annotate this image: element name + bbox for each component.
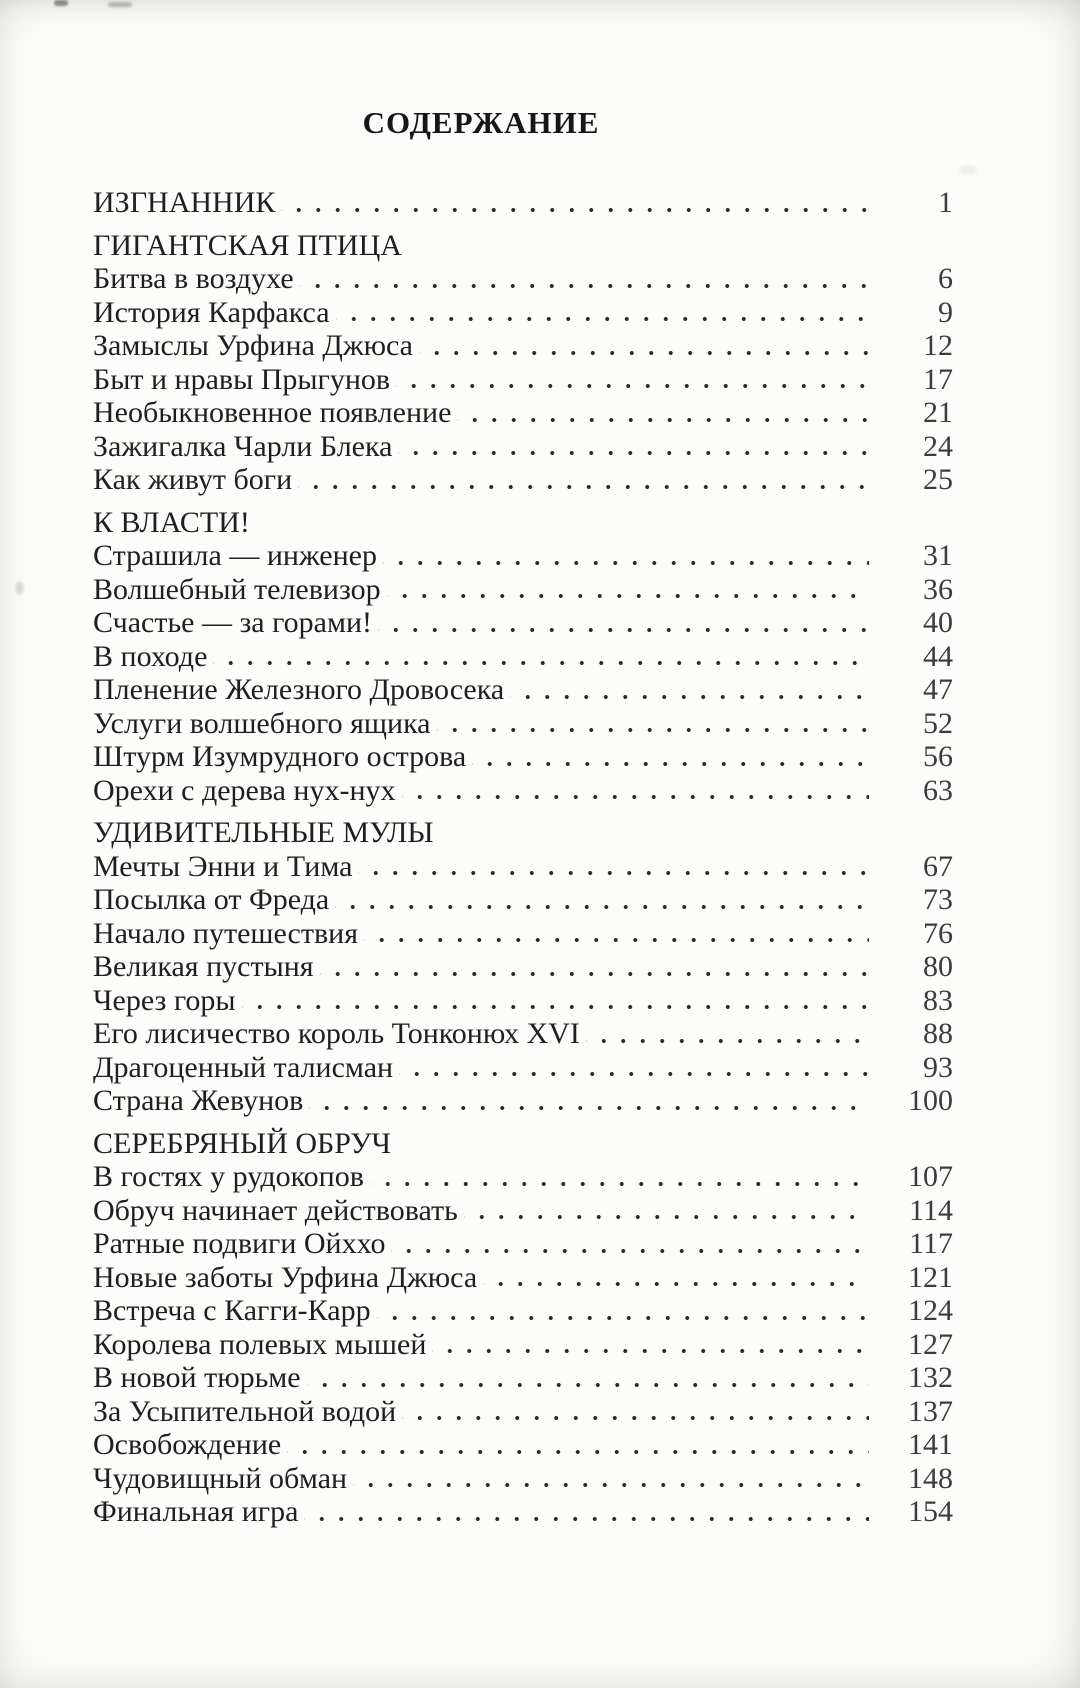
- toc-entry-page-number: 124: [908, 1294, 953, 1327]
- toc-entry-label: Необыкновенное появление: [93, 396, 452, 429]
- toc-entry-page-number: 17: [923, 362, 953, 396]
- dot-leader: [320, 950, 869, 984]
- toc-entry-page-number: 154: [908, 1495, 953, 1528]
- toc-entry-label: Освобождение: [93, 1428, 282, 1461]
- toc-section-header: [93, 1127, 953, 1161]
- dot-leader: [383, 539, 869, 573]
- toc-entry-page-number: 76: [923, 916, 953, 950]
- toc-entry: [93, 740, 953, 774]
- toc-entry: [93, 707, 953, 741]
- toc-entry: [93, 573, 953, 607]
- toc-entry: [93, 1051, 953, 1085]
- dot-leader: [402, 1395, 869, 1429]
- dot-leader: [300, 262, 869, 296]
- toc-entry-label: Финальная игра: [93, 1495, 299, 1528]
- toc-entry-page-number: 6: [938, 262, 953, 295]
- toc-entry-page-number: 93: [923, 1050, 953, 1084]
- toc-entry-page-number: 80: [923, 950, 953, 983]
- dot-leader: [472, 740, 869, 774]
- toc-entry-label: За Усыпительной водой: [93, 1394, 397, 1428]
- toc-entry-page-number: 44: [923, 639, 953, 673]
- dot-leader: [396, 363, 869, 397]
- dot-leader: [213, 640, 869, 674]
- toc-entry: [93, 396, 953, 430]
- dot-leader: [402, 774, 869, 808]
- toc-entry-page-number: 83: [923, 983, 953, 1017]
- scan-artifact: [54, 0, 68, 6]
- dot-leader: [510, 673, 869, 707]
- toc-entry-page-number: 100: [908, 1084, 953, 1117]
- toc-entry-label: В походе: [93, 639, 208, 673]
- toc-entry-page-number: 132: [908, 1361, 953, 1394]
- toc-entry-page-number: 9: [938, 295, 953, 329]
- toc-section-header: [93, 229, 953, 263]
- toc-entry-label: Начало путешествия: [93, 916, 359, 950]
- toc-entry: [93, 1428, 953, 1462]
- toc-entry: [93, 1294, 953, 1328]
- scan-artifact: [960, 166, 976, 174]
- toc-entry: [93, 539, 953, 573]
- toc-entry-label: Страшила — инженер: [93, 539, 377, 572]
- page-title: СОДЕРЖАНИЕ: [362, 105, 600, 140]
- toc-entry-page-number: 36: [923, 572, 953, 606]
- dot-leader: [336, 296, 869, 330]
- toc-entry-page-number: 117: [909, 1227, 953, 1260]
- toc-entry-label: Страна Жевунов: [93, 1084, 304, 1117]
- toc-section-header: [93, 506, 953, 540]
- dot-leader: [370, 1160, 869, 1194]
- toc-entry-label: Мечты Энни и Тима: [93, 849, 353, 883]
- toc-entry-page-number: 40: [923, 606, 953, 639]
- toc-entry-label: История Карфакса: [93, 295, 330, 329]
- toc-list: [93, 186, 953, 1529]
- dot-leader: [432, 1328, 869, 1362]
- toc-entry-page-number: 137: [908, 1394, 953, 1428]
- toc-entry-page-number: 56: [923, 740, 953, 773]
- toc-entry: [93, 917, 953, 951]
- toc-entry: [93, 883, 953, 917]
- toc-entry: [93, 850, 953, 884]
- toc-entry-label: Королева полевых мышей: [93, 1327, 427, 1361]
- toc-entry-label: Зажигалка Чарли Блека: [93, 429, 393, 463]
- toc-entry-page-number: 88: [923, 1017, 953, 1050]
- dot-leader: [287, 1428, 869, 1462]
- toc-entry-page-number: 21: [923, 396, 953, 429]
- toc-entry: [93, 673, 953, 707]
- toc-content: [93, 104, 953, 1529]
- toc-section-label: СЕРЕБРЯНЫЙ ОБРУЧ: [93, 1126, 391, 1160]
- toc-entry-page-number: 73: [923, 883, 953, 916]
- scan-artifact: [108, 2, 132, 7]
- dot-leader: [457, 396, 869, 430]
- toc-entry-label: Ратные подвиги Ойххо: [93, 1227, 386, 1260]
- dot-leader: [307, 1361, 869, 1395]
- toc-entry: [93, 186, 953, 220]
- toc-section-header: [93, 816, 953, 850]
- toc-entry: [93, 1495, 953, 1529]
- toc-section-label: УДИВИТЕЛЬНЫЕ МУЛЫ: [93, 816, 434, 849]
- toc-entry-label: Орехи с дерева нух-нух: [93, 773, 396, 807]
- toc-entry-label: Великая пустыня: [93, 950, 314, 983]
- toc-entry-page-number: 52: [923, 706, 953, 740]
- toc-entry: [93, 950, 953, 984]
- toc-entry: [93, 296, 953, 330]
- toc-entry-page-number: 12: [923, 329, 953, 362]
- dot-leader: [419, 329, 869, 363]
- toc-entry-label: Обруч начинает действовать: [93, 1193, 458, 1227]
- toc-entry: [93, 1395, 953, 1429]
- dot-leader: [309, 1084, 869, 1118]
- toc-entry: [93, 1361, 953, 1395]
- toc-entry: [93, 463, 953, 497]
- toc-entry-label: Новые заботы Урфина Джюса: [93, 1260, 478, 1294]
- toc-entry-page-number: 107: [908, 1160, 953, 1193]
- toc-entry-label: Счастье — за горами!: [93, 606, 373, 639]
- toc-entry-label: Чудовищный обман: [93, 1461, 348, 1495]
- dot-leader: [335, 883, 869, 917]
- toc-entry: [93, 774, 953, 808]
- toc-entry: [93, 1160, 953, 1194]
- toc-entry: [93, 262, 953, 296]
- dot-leader: [364, 917, 869, 951]
- toc-entry-label: Как живут боги: [93, 463, 293, 496]
- toc-entry-page-number: 1: [938, 186, 953, 219]
- toc-entry-label: Замыслы Урфина Джюса: [93, 329, 413, 362]
- toc-entry: [93, 1227, 953, 1261]
- toc-entry: [93, 1462, 953, 1496]
- dot-leader: [378, 606, 869, 640]
- dot-leader: [399, 1051, 869, 1085]
- toc-entry-page-number: 63: [923, 773, 953, 807]
- toc-entry-page-number: 47: [923, 673, 953, 706]
- toc-entry: [93, 1084, 953, 1118]
- toc-entry-label: Быт и нравы Прыгунов: [93, 362, 391, 396]
- toc-entry-page-number: 24: [923, 429, 953, 463]
- dot-leader: [377, 1294, 869, 1328]
- toc-section-label: К ВЛАСТИ!: [93, 505, 250, 539]
- dot-leader: [586, 1017, 869, 1051]
- toc-entry: [93, 640, 953, 674]
- dot-leader: [437, 707, 870, 741]
- scan-artifact: [16, 582, 23, 594]
- toc-entry-page-number: 31: [923, 539, 953, 572]
- dot-leader: [483, 1261, 869, 1295]
- toc-entry-label: Через горы: [93, 983, 236, 1017]
- toc-entry: [93, 1017, 953, 1051]
- dot-leader: [387, 573, 869, 607]
- toc-entry: [93, 363, 953, 397]
- toc-entry-label: Штурм Изумрудного острова: [93, 740, 467, 773]
- toc-entry-label: Услуги волшебного ящика: [93, 706, 431, 740]
- toc-section-label: ГИГАНТСКАЯ ПТИЦА: [93, 228, 402, 262]
- toc-entry-page-number: 114: [909, 1193, 953, 1227]
- toc-entry-label: Пленение Железного Дровосека: [93, 673, 505, 706]
- toc-entry-label: Его лисичество король Тонконюх XVI: [93, 1017, 580, 1050]
- toc-entry-page-number: 25: [923, 463, 953, 496]
- toc-entry-label: Битва в воздухе: [93, 262, 294, 295]
- dot-leader: [281, 186, 869, 220]
- toc-entry-label: Посылка от Фреда: [93, 883, 330, 916]
- toc-entry-page-number: 141: [908, 1428, 953, 1461]
- toc-entry: [93, 606, 953, 640]
- toc-entry-page-number: 148: [908, 1461, 953, 1495]
- toc-entry-page-number: 127: [908, 1327, 953, 1361]
- dot-leader: [358, 850, 869, 884]
- toc-entry-page-number: 67: [923, 849, 953, 883]
- dot-leader: [464, 1194, 869, 1228]
- toc-entry-label: Встреча с Кагги-Карр: [93, 1294, 371, 1327]
- dot-leader: [304, 1495, 869, 1529]
- toc-entry: [93, 984, 953, 1018]
- toc-entry: [93, 430, 953, 464]
- toc-entry: [93, 1328, 953, 1362]
- toc-entry: [93, 1194, 953, 1228]
- dot-leader: [391, 1227, 869, 1261]
- dot-leader: [242, 984, 869, 1018]
- toc-entry-page-number: 121: [908, 1260, 953, 1294]
- toc-entry-label: В новой тюрьме: [93, 1361, 301, 1394]
- toc-entry: [93, 329, 953, 363]
- toc-entry-label: Драгоценный талисман: [93, 1050, 394, 1084]
- dot-leader: [298, 463, 869, 497]
- toc-entry-label: Волшебный телевизор: [93, 572, 381, 606]
- toc-entry: [93, 1261, 953, 1295]
- toc-entry-label: В гостях у рудокопов: [93, 1160, 364, 1193]
- dot-leader: [398, 430, 869, 464]
- dot-leader: [353, 1462, 869, 1496]
- toc-entry-label: ИЗГНАННИК: [93, 186, 276, 219]
